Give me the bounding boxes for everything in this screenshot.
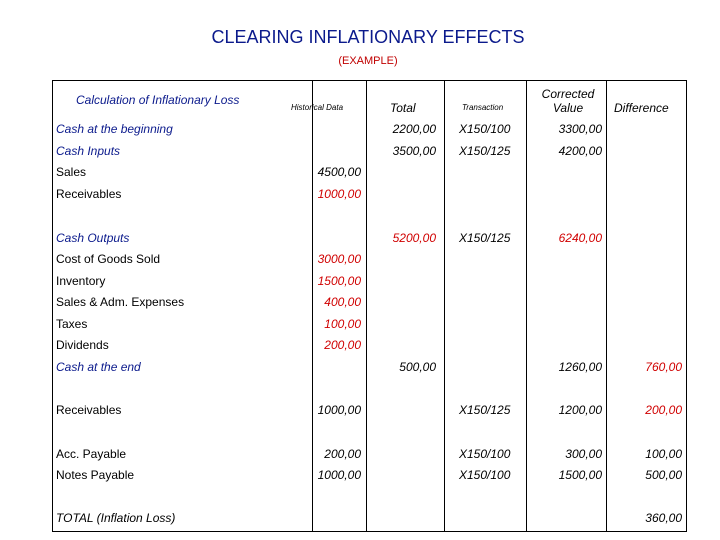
row-label: Sales (56, 165, 87, 179)
difference-value: 500,00 (645, 468, 682, 482)
transaction-value: X150/100 (459, 447, 511, 461)
row-label: Cash at the beginning (56, 122, 173, 136)
row-label: Receivables (56, 403, 122, 417)
row-label: Receivables (56, 187, 122, 201)
difference-value: 200,00 (645, 403, 682, 417)
row-label: Cash Outputs (56, 231, 130, 245)
row-label: Inventory (56, 274, 106, 288)
column-divider (606, 80, 607, 532)
corrected-value: 1260,00 (558, 360, 602, 374)
historical-value: 1000,00 (317, 403, 361, 417)
transaction-value: X150/125 (459, 231, 511, 245)
difference-value: 100,00 (645, 447, 682, 461)
row-label: Cost of Goods Sold (56, 252, 161, 266)
row-label-total: TOTAL (Inflation Loss) (56, 511, 176, 525)
difference-value: 760,00 (645, 360, 682, 374)
corrected-value: 6240,00 (558, 231, 602, 245)
historical-value: 200,00 (324, 338, 361, 352)
historical-value: 3000,00 (317, 252, 361, 266)
page-subtitle: (EXAMPLE) (338, 55, 398, 67)
row-label: Cash at the end (56, 360, 141, 374)
header-calculation: Calculation of Inflationary Loss (76, 93, 240, 107)
transaction-value: X150/100 (459, 122, 511, 136)
row-label: Notes Payable (56, 468, 135, 482)
header-corrected-value: Corrected (541, 87, 595, 101)
row-label: Cash Inputs (56, 144, 121, 158)
page-title: CLEARING INFLATIONARY EFFECTS (211, 27, 525, 47)
corrected-value: 4200,00 (558, 144, 602, 158)
total-value: 2200,00 (392, 122, 436, 136)
difference-value-total: 360,00 (645, 511, 682, 525)
historical-value: 400,00 (324, 295, 361, 309)
header-corrected-value-line2: Value (552, 101, 584, 115)
header-total: Total (390, 101, 416, 115)
transaction-value: X150/100 (459, 468, 511, 482)
historical-value: 200,00 (324, 447, 361, 461)
row-label: Acc. Payable (56, 447, 127, 461)
corrected-value: 1500,00 (558, 468, 602, 482)
total-value: 3500,00 (392, 144, 436, 158)
historical-value: 100,00 (324, 317, 361, 331)
row-label: Taxes (56, 317, 88, 331)
header-historical-data: Historical Data (291, 103, 344, 112)
header-transaction: Transaction (462, 103, 504, 112)
total-value: 500,00 (399, 360, 436, 374)
total-value: 5200,00 (392, 231, 436, 245)
transaction-value: X150/125 (459, 144, 511, 158)
row-label: Sales & Adm. Expenses (56, 295, 185, 309)
corrected-value: 300,00 (565, 447, 602, 461)
transaction-value: X150/125 (459, 403, 511, 417)
historical-value: 1000,00 (317, 468, 361, 482)
row-label: Dividends (56, 338, 109, 352)
column-divider (444, 80, 445, 532)
corrected-value: 1200,00 (558, 403, 602, 417)
header-difference: Difference (614, 101, 669, 115)
historical-value: 1500,00 (317, 274, 361, 288)
historical-value: 1000,00 (317, 187, 361, 201)
historical-value: 4500,00 (317, 165, 361, 179)
corrected-value: 3300,00 (558, 122, 602, 136)
